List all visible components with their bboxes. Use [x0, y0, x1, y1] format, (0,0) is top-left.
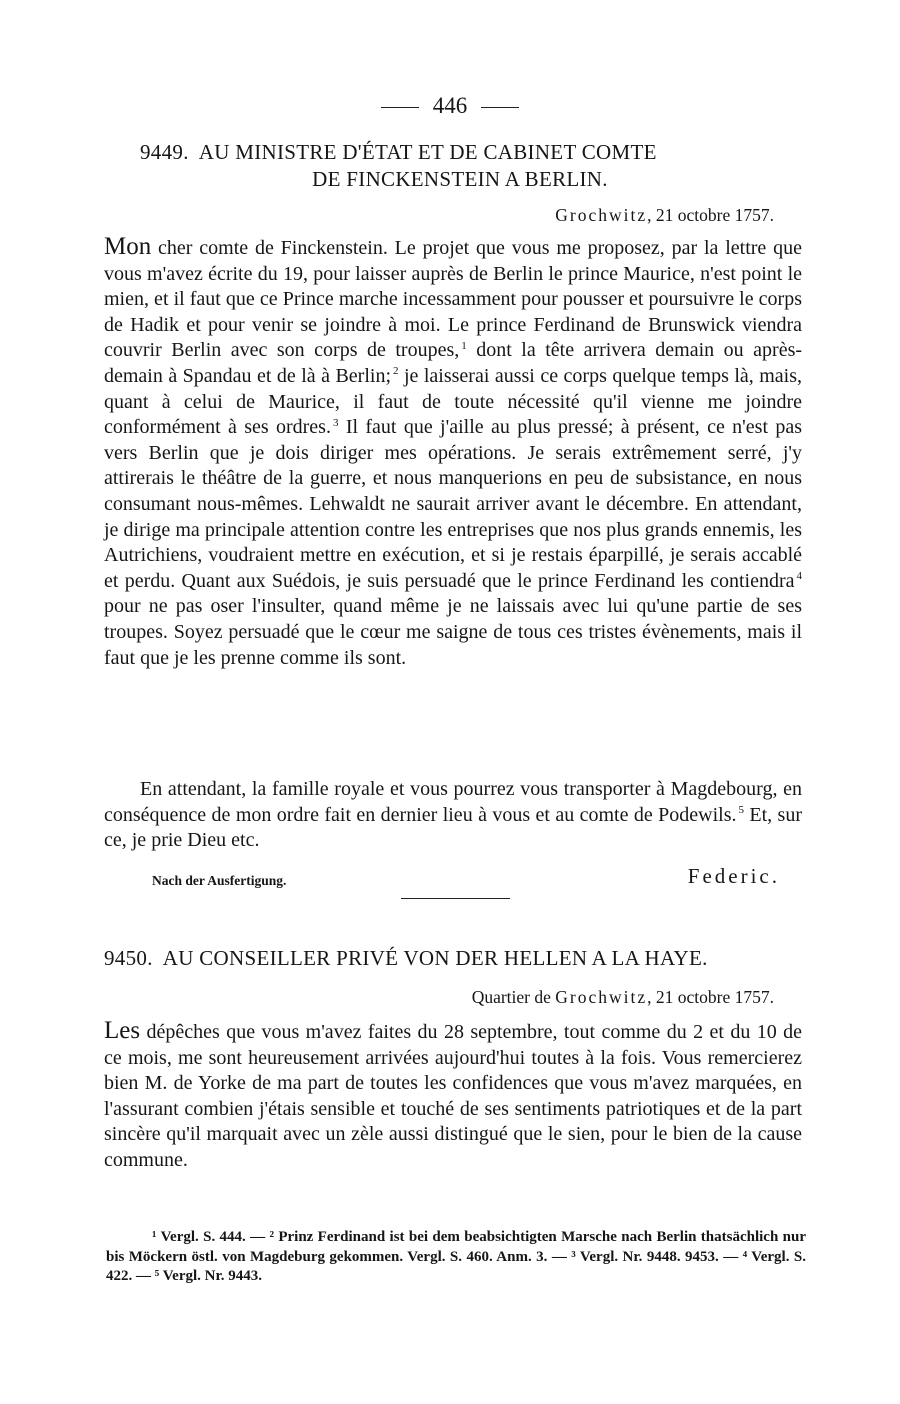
- text-run: Il faut que j'aille au plus pressé; à présent, ce n'est pas vers Berlin que je dois diriger mes opérations. Je serais extrêmement serré, j'y attirerais le théâtre de la guerre, et nous manquerions en peu de subsistance, en nous consumant nous-mêmes. Lehwaldt ne saurait arriver avant le décembre. En attendant, je dirige ma principale attention contre les entreprises que nos plus grands ennemis, les Autrichiens, voudraient mettre en exécution, et si je restais éparpillé, je serais accablé et perdu. Quant aux Suédois, je suis persuadé que le prince Ferdinand les contiendra: [104, 416, 803, 592]
- letter-9449-dateline: [555, 205, 774, 226]
- footnote-ref: 1: [461, 339, 467, 352]
- page-number: 446: [432, 93, 468, 118]
- text-run: Et, sur ce, je prie Dieu etc.: [104, 803, 802, 852]
- header-rule-left: [381, 107, 419, 108]
- letter-9450-dateline: [472, 987, 774, 1008]
- text-run: je laisserai aussi ce corps quelque temps là, mais, quant à celui de Maurice, il faut de toute nécessité qu'il vienne me joindre conformément à ses ordres.: [104, 364, 802, 439]
- date-place: Grochwitz: [555, 205, 648, 225]
- date-rest: , 21 octobre 1757.: [647, 205, 774, 225]
- signature: Federic.: [687, 864, 780, 888]
- dropcap: Les: [104, 1017, 141, 1044]
- header-rule-right: [481, 107, 519, 108]
- dropcap: Mon: [104, 233, 152, 260]
- letter-9449-heading: [140, 139, 820, 193]
- date-prefix: Quartier de: [471, 987, 556, 1007]
- page-header: [0, 93, 900, 119]
- text-run: dépêches que vous m'avez faites du 28 septembre, tout comme du 2 et du 10 de ce mois, me sont heureusement arrivées aujourd'hui toutes à la fois. Vous remercierez bien M. de Yorke de ma part de toutes les confidences que vous m'avez marquées, en l'assurant combien j'étais sensible et touché de ses sentiments patriotiques et de la part sincère qu'il marquait avec un zèle aussi distingué que le sien, pour le bien de la cause commune.: [104, 1021, 802, 1171]
- footnote-ref: 4: [796, 570, 802, 583]
- section-separator: [401, 898, 510, 899]
- letter-9449-paragraph-1: [104, 234, 802, 671]
- footnote-ref: 3: [332, 416, 339, 429]
- letter-9450-heading: [104, 945, 824, 972]
- letter-number: 9449.: [140, 140, 189, 164]
- date-place: Grochwitz: [555, 987, 648, 1007]
- source-note: Nach der Ausfertigung.: [152, 873, 287, 888]
- footnotes: ¹ Vergl. S. 444. — ² Prinz Ferdinand ist bei dem beabsichtigten Marsche nach Berlin thatsächlich nur bis Möckern östl. von Magdeburg gekommen. Vergl. S. 460. Anm. 3. — ³ Vergl. Nr. 9448. 9453. — ⁴ Vergl. S. 422. — ⁵ Vergl. Nr. 9443.: [106, 1229, 806, 1284]
- text-run: dont la tête arrivera demain ou après-demain à Spandau et de là à Berlin;: [104, 339, 803, 387]
- letter-title-line1: AU MINISTRE D'ÉTAT ET DE CABINET COMTE: [198, 140, 657, 164]
- letter-9450-paragraph-1: [104, 1018, 802, 1174]
- letter-title-line2: DE FINCKENSTEIN A BERLIN.: [312, 167, 608, 191]
- text-run: pour ne pas oser l'insulter, quand même je ne laissais avec lui qu'une partie de ses troupes. Soyez persuadé que le cœur me saigne de tous ces tristes évènements, mais il faut que je les prenne comme ils sont.: [104, 595, 802, 669]
- footnote-ref: 5: [738, 803, 744, 816]
- letter-title: AU CONSEILLER PRIVÉ VON DER HELLEN A LA HAYE.: [162, 946, 708, 970]
- text-run: En attendant, la famille royale et vous pourrez vous transporter à Magdebourg, en conséquence de mon ordre fait en dernier lieu à vous et au comte de Podewils.: [104, 778, 802, 826]
- date-rest: , 21 octobre 1757.: [647, 987, 774, 1007]
- footnote-ref: 2: [393, 365, 399, 378]
- letter-number: 9450.: [104, 946, 153, 970]
- letter-9449-paragraph-2: [104, 777, 802, 854]
- text-run: cher comte de Finckenstein. Le projet que vous me proposez, par la lettre que vous m'avez écrite du 19, pour laisser auprès de Berlin le prince Maurice, n'est point le mien, et il faut que ce Prince marche incessamment pour pousser et poursuivre le corps de Hadik et pour venir se joindre à moi. Le prince Ferdinand de Brunswick viendra couvrir Berlin avec son corps de troupes,: [104, 237, 802, 362]
